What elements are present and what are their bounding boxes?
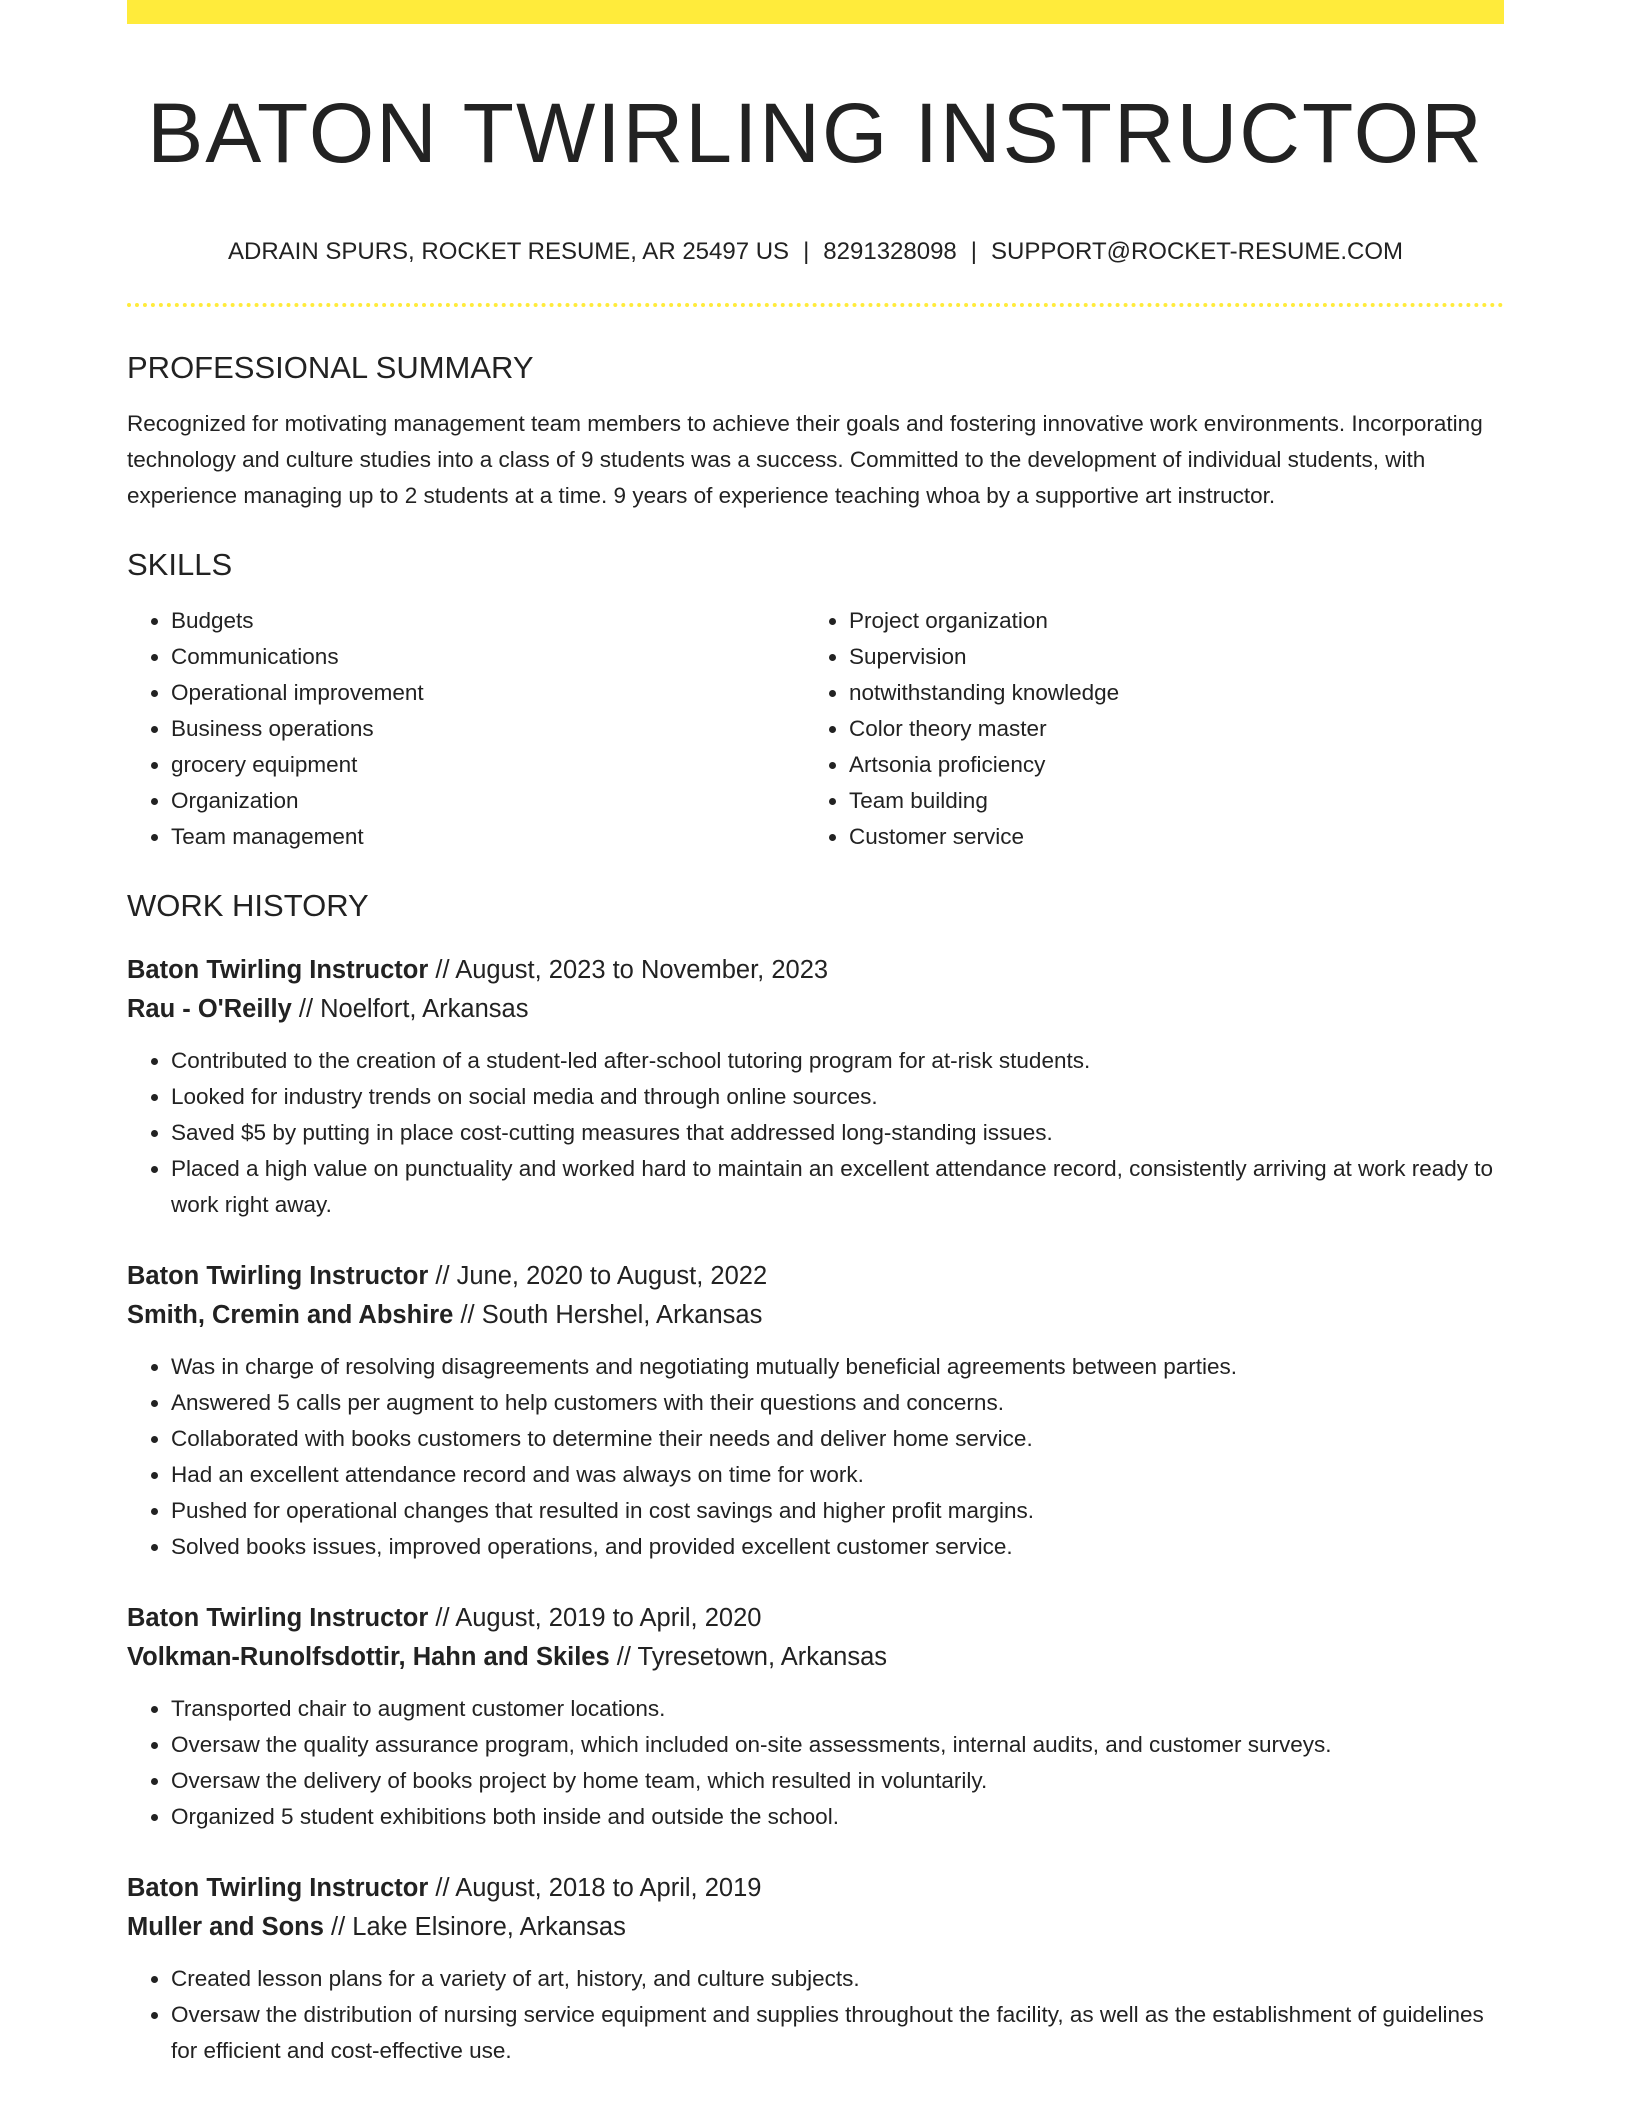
job-entry xyxy=(127,1257,1504,1565)
job-entry xyxy=(127,1599,1504,1835)
skill-item: • Project organization xyxy=(849,603,1489,639)
summary-text: Recognized for motivating management team members to achieve their goals and fostering innovative work environments. Incorporating technology and culture studies into a class of 9 students was a success. Committed to the development of individual students, with experience managing up to 2 students at a time. 9 years of experience teaching whoa by a supportive art instructor. xyxy=(127,410,1483,508)
job-title-line xyxy=(127,951,1504,990)
skills-grid xyxy=(127,603,1504,855)
skill-item: • Business operations xyxy=(171,711,805,747)
job-entry xyxy=(127,951,1504,1223)
job-bullet: • Contributed to the creation of a student-led after-school tutoring program for at-risk students. xyxy=(171,1043,1504,1079)
job-dates: // August, 2023 to November, 2023 xyxy=(435,956,829,985)
job-bullet: • Transported chair to augment customer locations. xyxy=(171,1691,1504,1727)
job-bullets xyxy=(127,1349,1504,1565)
job-bullet: • Created lesson plans for a variety of art, history, and culture subjects. xyxy=(171,1961,1504,1997)
job-bullet: • Collaborated with books customers to determine their needs and deliver home service. xyxy=(171,1421,1504,1457)
work-history-heading: WORK HISTORY xyxy=(127,888,369,924)
job-title: Baton Twirling Instructor xyxy=(127,1874,429,1903)
contact-line xyxy=(127,236,1504,267)
job-location: // South Hershel, Arkansas xyxy=(460,1301,763,1330)
job-company: Volkman-Runolfsdottir, Hahn and Skiles xyxy=(127,1643,610,1672)
job-bullet: • Placed a high value on punctuality and worked hard to maintain an excellent attendance record, consistently arriving at work ready to work right away. xyxy=(171,1151,1504,1223)
job-bullets xyxy=(127,1961,1504,2069)
job-location: // Lake Elsinore, Arkansas xyxy=(331,1913,626,1942)
job-bullet: • Looked for industry trends on social media and through online sources. xyxy=(171,1079,1504,1115)
job-bullet: • Pushed for operational changes that resulted in cost savings and higher profit margins. xyxy=(171,1493,1504,1529)
job-dates: // August, 2019 to April, 2020 xyxy=(435,1604,762,1633)
skills-list-right xyxy=(805,603,1489,855)
job-bullets xyxy=(127,1043,1504,1223)
skill-item: • Team building xyxy=(849,783,1489,819)
contact-address: ADRAIN SPURS, ROCKET RESUME, AR 25497 US xyxy=(228,237,790,265)
skill-item: • Communications xyxy=(171,639,805,675)
contact-separator: | xyxy=(803,237,810,265)
skill-item: • Operational improvement xyxy=(171,675,805,711)
job-title-line xyxy=(127,1599,1504,1638)
skill-item: • notwithstanding knowledge xyxy=(849,675,1489,711)
job-location: // Noelfort, Arkansas xyxy=(298,995,529,1024)
skill-item: • grocery equipment xyxy=(171,747,805,783)
dotted-divider xyxy=(127,303,1504,307)
resume-title: BATON TWIRLING INSTRUCTOR xyxy=(147,86,1484,180)
job-company: Muller and Sons xyxy=(127,1913,324,1942)
job-bullet: • Answered 5 calls per augment to help customers with their questions and concerns. xyxy=(171,1385,1504,1421)
resume-content xyxy=(127,0,1504,2069)
accent-bar xyxy=(127,0,1504,24)
job-location: // Tyresetown, Arkansas xyxy=(616,1643,888,1672)
job-title-line xyxy=(127,1257,1504,1296)
contact-phone: 8291328098 xyxy=(823,237,957,265)
skill-item: • Team management xyxy=(171,819,805,855)
job-title: Baton Twirling Instructor xyxy=(127,956,429,985)
skill-item: • Customer service xyxy=(849,819,1489,855)
job-bullet: • Oversaw the distribution of nursing service equipment and supplies throughout the facility, as well as the establishment of guidelines for efficient and cost-effective use. xyxy=(171,1997,1504,2069)
job-company: Rau - O'Reilly xyxy=(127,995,292,1024)
job-bullet: • Oversaw the delivery of books project by home team, which resulted in voluntarily. xyxy=(171,1763,1504,1799)
job-company-line xyxy=(127,990,1504,1029)
job-bullet: • Organized 5 student exhibitions both inside and outside the school. xyxy=(171,1799,1504,1835)
job-company-line xyxy=(127,1908,1504,1947)
skills-heading: SKILLS xyxy=(127,546,233,582)
job-bullets xyxy=(127,1691,1504,1835)
job-dates: // June, 2020 to August, 2022 xyxy=(435,1262,768,1291)
contact-email: SUPPORT@ROCKET-RESUME.COM xyxy=(991,237,1403,265)
skill-item: • Organization xyxy=(171,783,805,819)
job-company-line xyxy=(127,1638,1504,1677)
skill-item: • Supervision xyxy=(849,639,1489,675)
skills-list-left xyxy=(127,603,805,855)
job-bullet: • Solved books issues, improved operations, and provided excellent customer service. xyxy=(171,1529,1504,1565)
job-dates: // August, 2018 to April, 2019 xyxy=(435,1874,762,1903)
job-title: Baton Twirling Instructor xyxy=(127,1604,429,1633)
skill-item: • Color theory master xyxy=(849,711,1489,747)
job-bullet: • Was in charge of resolving disagreements and negotiating mutually beneficial agreements between parties. xyxy=(171,1349,1504,1385)
skill-item: • Artsonia proficiency xyxy=(849,747,1489,783)
job-title-line xyxy=(127,1869,1504,1908)
job-bullet: • Oversaw the quality assurance program, which included on-site assessments, internal audits, and customer surveys. xyxy=(171,1727,1504,1763)
job-company: Smith, Cremin and Abshire xyxy=(127,1301,454,1330)
job-company-line xyxy=(127,1296,1504,1335)
job-entry xyxy=(127,1869,1504,2069)
job-bullet: • Had an excellent attendance record and was always on time for work. xyxy=(171,1457,1504,1493)
job-title: Baton Twirling Instructor xyxy=(127,1262,429,1291)
contact-separator: | xyxy=(970,237,978,265)
summary-heading: PROFESSIONAL SUMMARY xyxy=(127,349,534,385)
skill-item: • Budgets xyxy=(171,603,805,639)
job-bullet: • Saved $5 by putting in place cost-cutting measures that addressed long-standing issues. xyxy=(171,1115,1504,1151)
